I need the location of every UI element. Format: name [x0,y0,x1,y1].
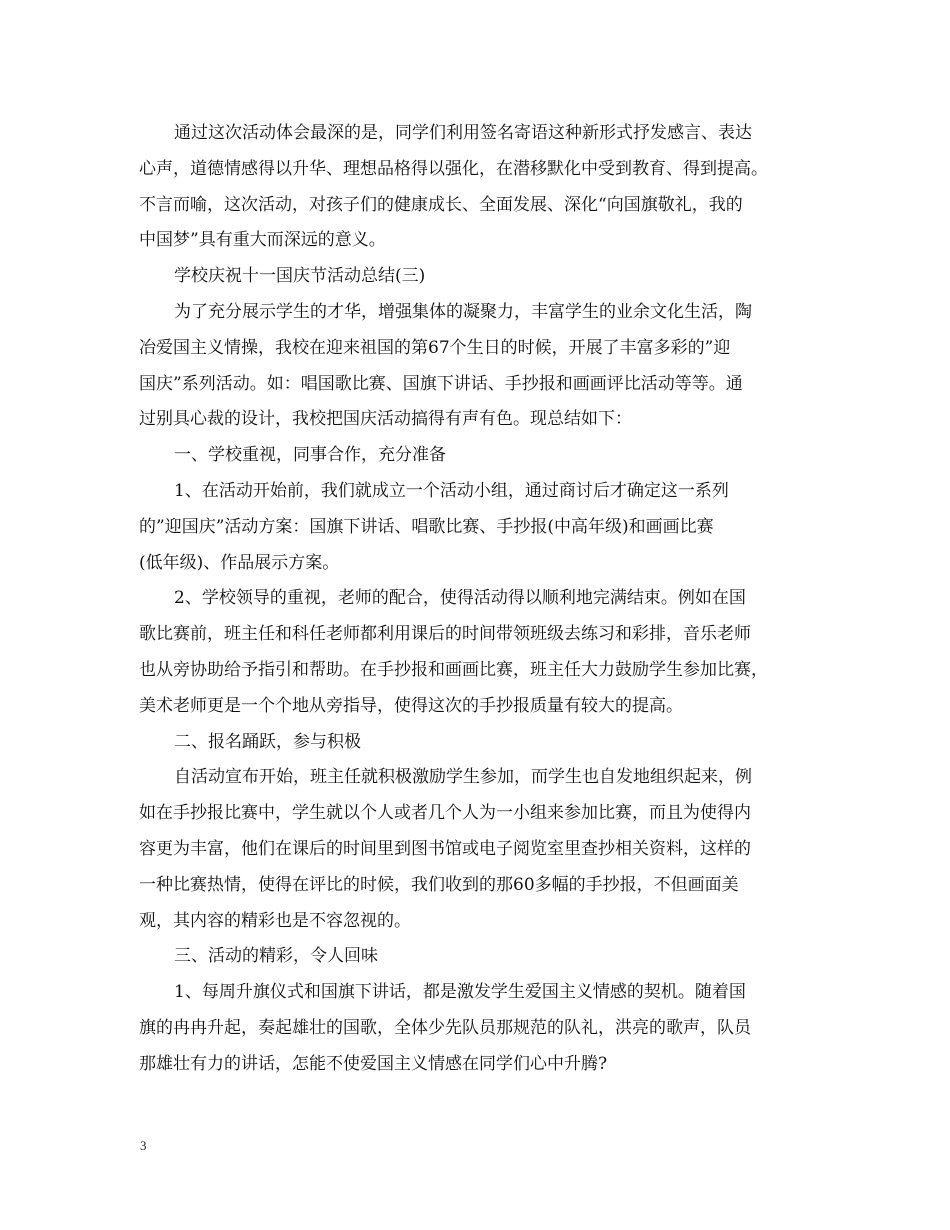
page-number: 3 [140,1138,147,1153]
paragraph-line: 也从旁协助给予指引和帮助。在手抄报和画画比赛，班主任大力鼓励学生参加比赛， [139,659,768,680]
section-heading: 三、活动的精彩，令人回味 [174,946,378,967]
paragraph-line: 为了充分展示学生的才华，增强集体的凝聚力，丰富学生的业余文化生活，陶 [174,301,752,322]
section-title: 学校庆祝十一国庆节活动总结(三) [174,266,426,287]
paragraph-line: (低年级)、作品展示方案。 [139,552,340,573]
paragraph-line: 过别具心裁的设计，我校把国庆活动搞得有声有色。现总结如下： [139,409,632,430]
paragraph-line: 2、学校领导的重视，老师的配合，使得活动得以顺利地完满结束。例如在国 [174,588,746,609]
paragraph-line: 1、在活动开始前，我们就成立一个活动小组，通过商讨后才确定这一系列 [174,480,729,501]
paragraph-line: 国庆”系列活动。如：唱国歌比赛、国旗下讲话、手抄报和画画评比活动等等。通 [139,373,743,394]
paragraph-line: 的”迎国庆”活动方案：国旗下讲话、唱歌比赛、手抄报(中高年级)和画画比赛 [139,516,714,537]
paragraph-line: 不言而喻，这次活动，对孩子们的健康成长、全面发展、深化“向国旗敬礼，我的 [139,194,743,215]
paragraph-line: 观，其内容的精彩也是不容忽视的。 [139,910,411,931]
paragraph-line: 中国梦”具有重大而深远的意义。 [139,230,386,251]
paragraph-line: 如在手抄报比赛中，学生就以个人或者几个人为一小组来参加比赛，而且为使得内 [139,803,751,824]
document-body [139,116,819,1083]
paragraph-line: 旗的冉冉升起，奏起雄壮的国歌，全体少先队员那规范的队礼，洪亮的歌声，队员 [139,1017,751,1038]
paragraph-line: 通过这次活动体会最深的是，同学们利用签名寄语这种新形式抒发感言、表达 [174,123,752,143]
paragraph-line: 1、每周升旗仪式和国旗下讲话，都是激发学生爱国主义情感的契机。随着国 [174,982,746,1003]
paragraph-line: 心声，道德情感得以升华、理想品格得以强化，在潜移默化中受到教育、得到提高。 [139,158,768,179]
paragraph-line: 自活动宣布开始，班主任就积极激励学生参加，而学生也自发地组织起来，例 [174,767,752,788]
paragraph-line: 歌比赛前，班主任和科任老师都利用课后的时间带领班级去练习和彩排，音乐老师 [139,624,751,645]
paragraph-line: 一种比赛热情，使得在评比的时候，我们收到的那60多幅的手抄报，不但画面美 [139,874,739,895]
paragraph-line: 冶爱国主义情操，我校在迎来祖国的第67个生日的时候，开展了丰富多彩的”迎 [139,337,731,358]
section-heading: 二、报名踊跃，参与积极 [174,731,361,752]
section-heading: 一、学校重视，同事合作，充分准备 [174,445,446,466]
paragraph-line: 美术老师更是一个个地从旁指导，使得这次的手抄报质量有较大的提高。 [139,695,683,716]
paragraph-line: 那雄壮有力的讲话，怎能不使爱国主义情感在同学们心中升腾? [139,1053,608,1074]
paragraph-line: 容更为丰富，他们在课后的时间里到图书馆或电子阅览室里查抄相关资料，这样的 [139,838,751,859]
